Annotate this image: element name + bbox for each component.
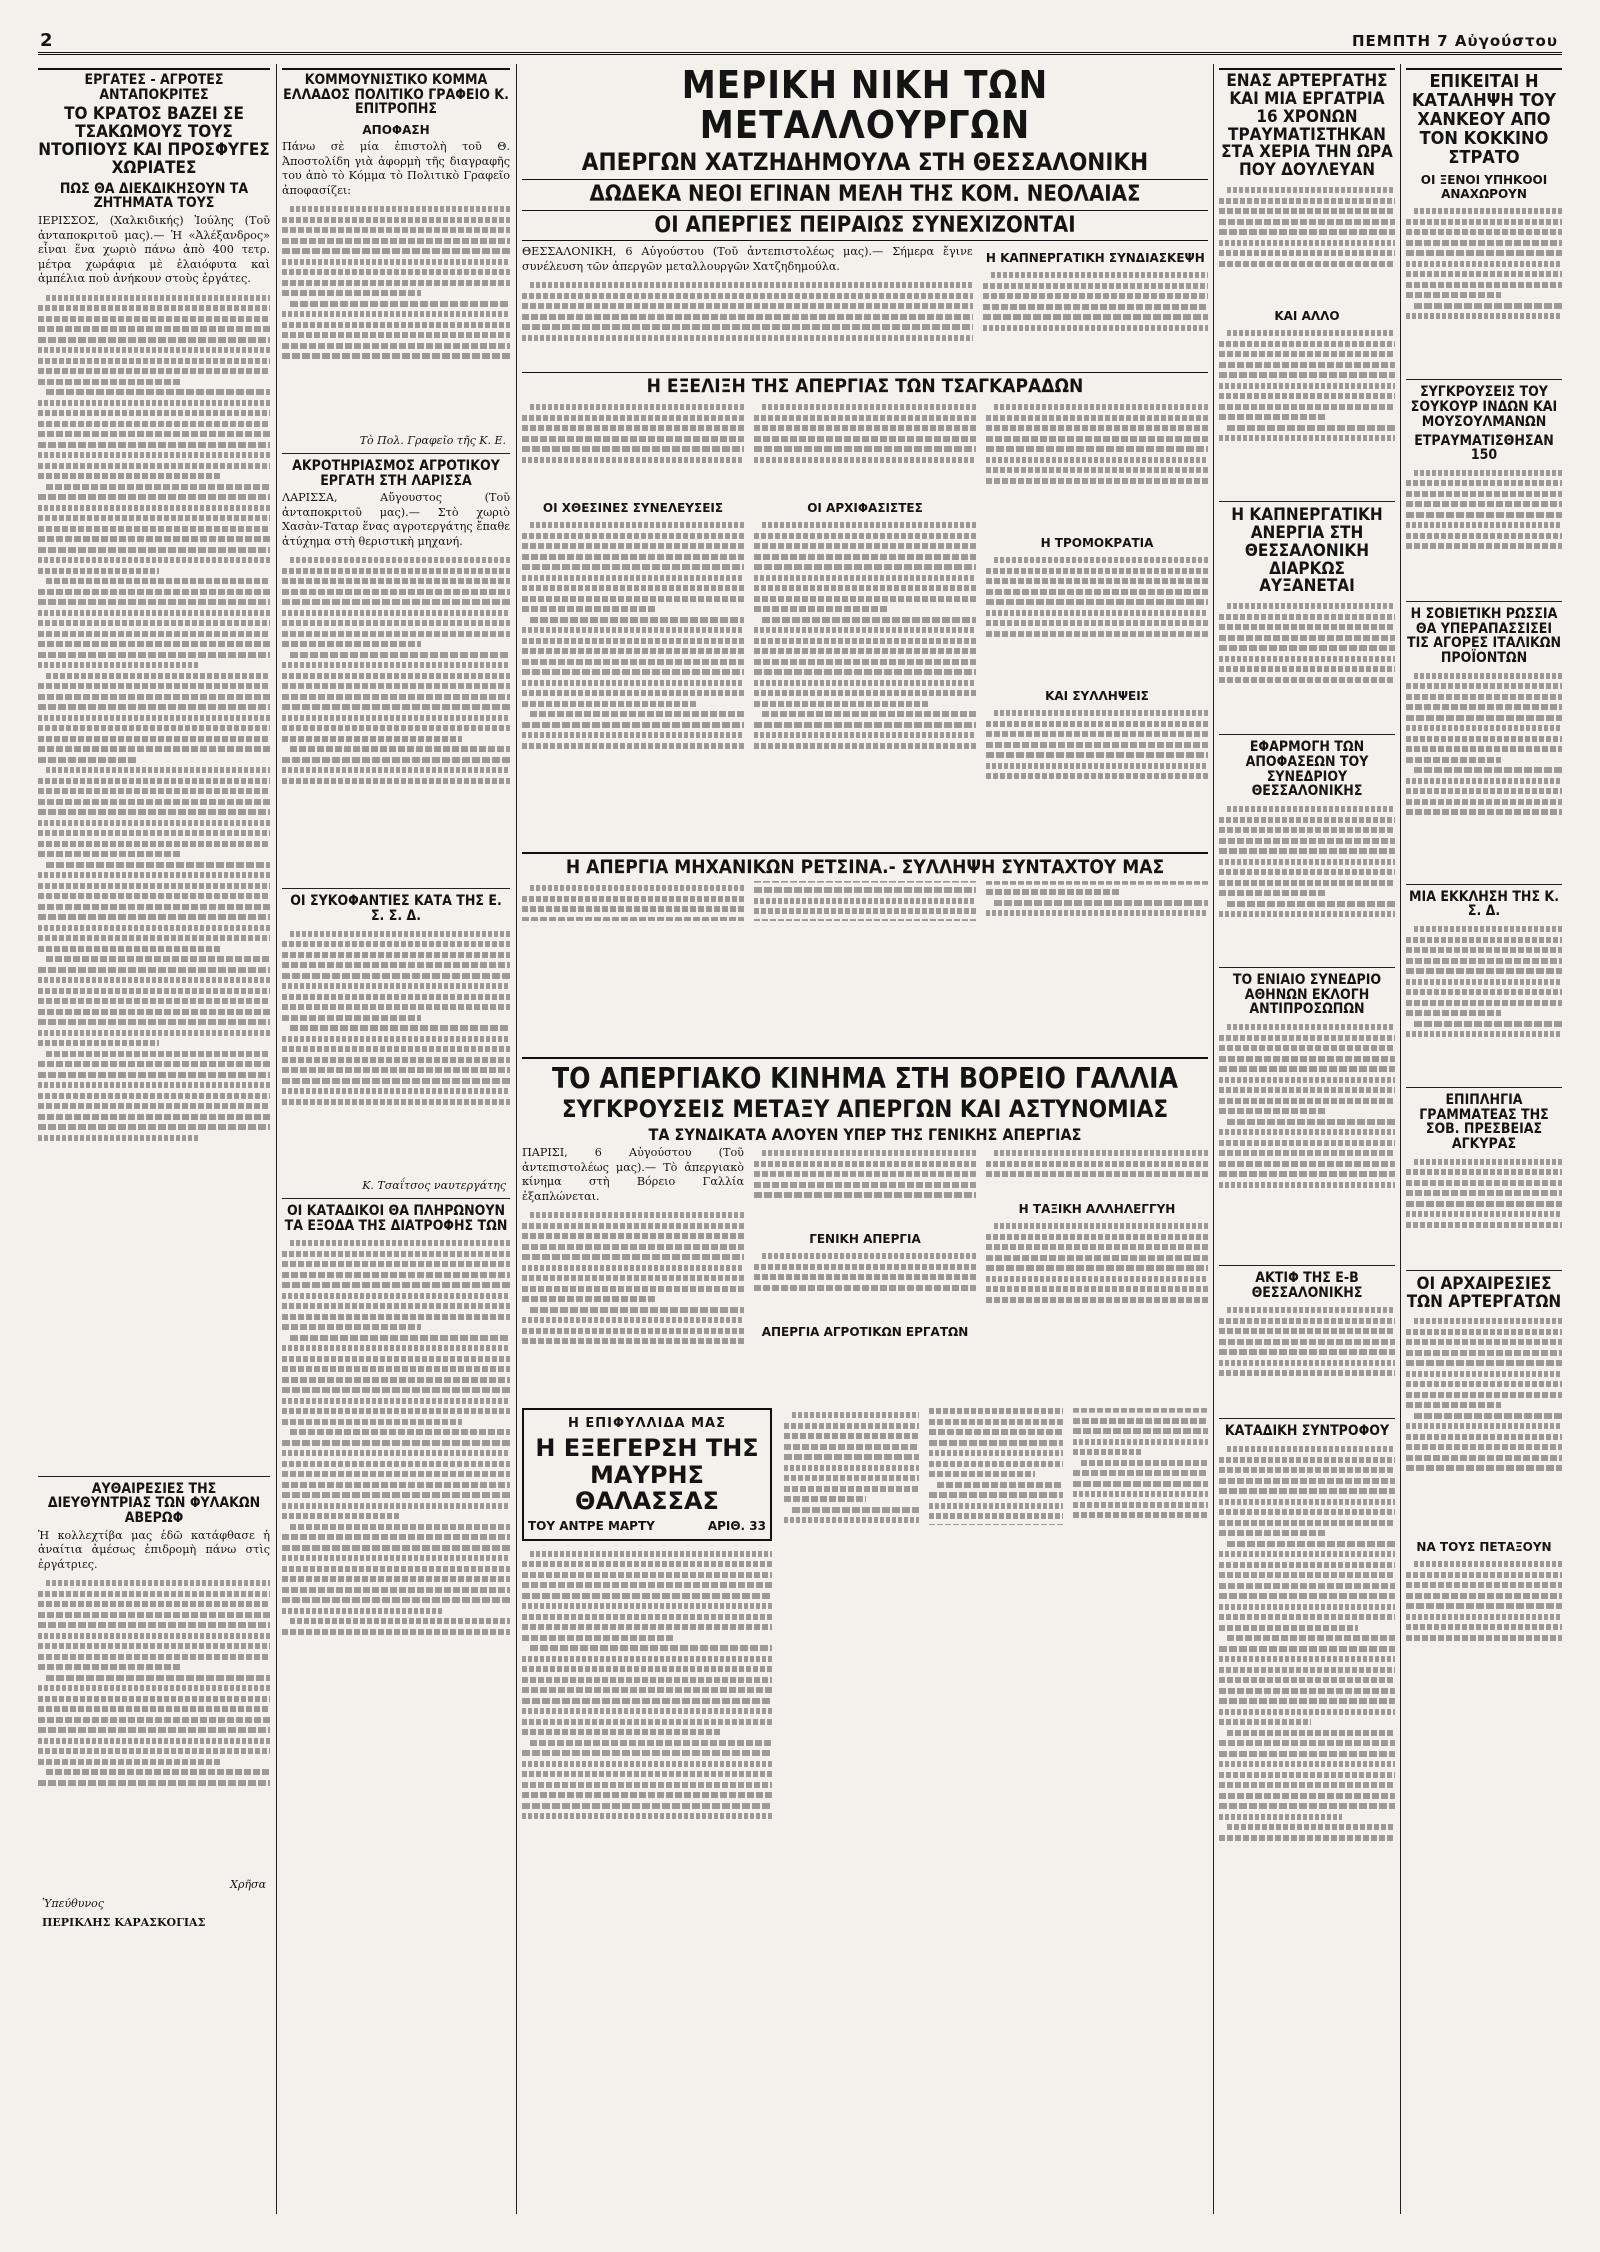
article-subhead: ΑΠΕΡΓΙΑ ΑΓΡΟΤΙΚΩΝ ΕΡΓΑΤΩΝ — [761, 1325, 969, 1340]
article-body-text — [1219, 1303, 1395, 1413]
text-filler — [754, 1150, 976, 1198]
article-dateline: ΙΕΡΙΣΣΟΣ, (Χαλκιδικής) Ἰούλης (Τοῦ ἀνταποκριτοῦ μας).— Ἡ «Ἀλέξανδρος» εἶναι ἕνα χωριὸ πάνω ἀπὸ 400 τετρ. μέτρα χωράφια μὲ ἐλαιόφυτα καὶ ἀμπέλια ποὺ ἀνήκουν στοὺς ἐργάτες. — [38, 214, 270, 286]
side-column — [983, 245, 1208, 368]
divider — [1406, 1087, 1562, 1088]
article-headline: ΕΠΙΚΕΙΤΑΙ Η ΚΑΤΑΛΗΨΗ ΤΟΥ ΧΑΝΚΕΟΥ ΑΠΟ ΤΟΝ ΚΟΚΚΙΝΟ ΣΤΡΑΤΟ — [1406, 68, 1562, 167]
divider — [1219, 1418, 1395, 1419]
feuilleton-meta — [528, 1519, 766, 1533]
divider — [38, 1476, 270, 1477]
article-headline: ΕΝΑΣ ΑΡΤΕΡΓΑΤΗΣ ΚΑΙ ΜΙΑ ΕΡΓΑΤΡΙΑ 16 ΧΡΟΝΩΝ ΤΡΑΥΜΑΤΙΣΤΗΚΑΝ ΣΤΑ ΧΕΡΙΑ ΤΗΝ ΩΡΑ ΠΟΥ ΔΟΥΛΕΥΑΝ — [1219, 68, 1395, 180]
article-lead: ΠΑΡΙΣΙ, 6 Αὐγούστου (Τοῦ ἀντεπιστολέως μας).— Τὸ ἀπεργιακὸ κίνημα στὴ Βόρειο Γαλλία ἐξαπλώνεται. — [522, 1146, 744, 1203]
text-filler — [1406, 1318, 1562, 1471]
article-headline: ΑΚΡΟΤΗΡΙΑΣΜΟΣ ΑΓΡΟΤΙΚΟΥ ΕΡΓΑΤΗ ΣΤΗ ΛΑΡΙΣΣΑ — [292, 458, 500, 489]
article-subhead: ΟΙ ΞΕΝΟΙ ΥΠΗΚΟΟΙ ΑΝΑΧΩΡΟΥΝ — [1420, 173, 1548, 202]
france-row — [522, 1146, 1208, 1398]
article-headline: ΤΟ ΕΝΙΑΙΟ ΣΥΝΕΔΡΙΟ ΑΘΗΝΩΝ ΕΚΛΟΓΗ ΑΝΤΙΠΡΟΣΩΠΩΝ — [1232, 972, 1382, 1018]
date-line: ΠΕΜΠΤΗ 7 Αὐγούστου — [1351, 32, 1558, 50]
article-body-text — [1406, 669, 1562, 879]
article-body-text — [522, 518, 744, 848]
text-filler — [983, 272, 1208, 331]
article-headline: Η ΚΑΠΝΕΡΓΑΤΙΚΗ ΑΝΕΡΓΙΑ ΣΤΗ ΘΕΣΣΑΛΟΝΙΚΗ ΔΙΑΡΚΩΣ ΑΥΞΑΝΕΤΑΙ — [1231, 505, 1383, 597]
article-subhead: ΟΙ ΧΘΕΣΙΝΕΣ ΣΥΝΕΛΕΥΣΕΙΣ — [542, 501, 724, 516]
masthead — [38, 30, 1562, 55]
text-filler — [282, 206, 510, 359]
article-body-text — [754, 518, 976, 848]
article-subhead: Η ΤΡΟΜΟΚΡΑΤΙΑ — [1040, 536, 1154, 551]
article-headline: ΣΥΓΚΡΟΥΣΕΙΣ ΤΟΥ ΣΟΥΚΟΥΡ ΙΝΔΩΝ ΚΑΙ ΜΟΥΣΟΥΛΜΑΝΩΝ — [1410, 384, 1558, 430]
main-subhead: ΑΠΕΡΓΩΝ ΧΑΤΖΗΔΗΜΟΥΛΑ ΣΤΗ ΘΕΣΣΑΛΟΝΙΚΗ — [581, 147, 1149, 176]
newspaper-page — [38, 30, 1562, 2222]
feuilleton-title: Η ΕΞΕΓΕΡΣΗ ΤΗΣ ΜΑΥΡΗΣ ΘΑΛΑΣΣΑΣ — [535, 1434, 759, 1516]
feuilleton-column — [522, 1408, 772, 1936]
responsible-name: ΠΕΡΙΚΛΗΣ ΚΑΡΑΣΚΟΓΙΑΣ — [42, 1916, 206, 1930]
section-kicker: ΚΟΜΜΟΥΝΙΣΤΙΚΟ ΚΟΜΜΑ ΕΛΛΑΔΟΣ ΠΟΛΙΤΙΚΟ ΓΡΑΦΕΙΟ Κ. ΕΠΙΤΡΟΠΗΣ — [282, 68, 510, 117]
column-rule — [276, 64, 277, 2214]
article-body-text — [983, 268, 1208, 358]
text-filler — [1219, 187, 1395, 267]
article-subhead: ΟΙ ΑΡΧΙΦΑΣΙΣΤΕΣ — [807, 501, 923, 516]
text-filler — [522, 1212, 744, 1344]
text-filler — [754, 522, 976, 749]
article-body-text — [1406, 1314, 1562, 1534]
text-filler — [522, 522, 744, 749]
article-body-text — [282, 1236, 510, 1796]
article-body-text — [1219, 599, 1395, 729]
feuilleton-number: ΑΡΙΘ. 33 — [707, 1518, 766, 1533]
article-subhead: ΠΩΣ ΘΑ ΔΙΕΚΔΙΚΗΣΟΥΝ ΤΑ ΖΗΤΗΜΑΤΑ ΤΟΥΣ — [59, 180, 249, 212]
decision-label: ΑΠΟΦΑΣΗ — [362, 123, 430, 138]
divider — [282, 888, 510, 889]
main-section — [522, 64, 1208, 2214]
article-body-text — [282, 553, 510, 883]
article-headline: ΟΙ ΚΑΤΑΔΙΚΟΙ ΘΑ ΠΛΗΡΩΝΟΥΝ ΤΑ ΕΞΟΔΑ ΤΗΣ ΔΙΑΤΡΟΦΗΣ ΤΩΝ — [284, 1202, 508, 1234]
text-filler — [282, 931, 510, 1105]
article-body-text — [986, 706, 1208, 816]
article-headline: ΤΟ ΚΡΑΤΟΣ ΒΑΖΕΙ ΣΕ ΤΣΑΚΩΜΟΥΣ ΤΟΥΣ ΝΤΟΠΙΟΥΣ ΚΑΙ ΠΡΟΣΦΥΓΕΣ ΧΩΡΙΑΤΕΣ — [38, 104, 270, 178]
text-filler — [1219, 1446, 1395, 1841]
text-filler — [986, 1150, 1208, 1177]
article-subhead: ΚΑΙ ΑΛΛΟ — [1274, 309, 1340, 324]
column-1 — [38, 64, 270, 2214]
article-lead: ΛΑΡΙΣΣΑ, Αὔγουστος (Τοῦ ἀνταποκριτοῦ μας).— Στὸ χωριὸ Χασὰν-Ταταρ ἕνας αγροτεργάτης ἔπαθε ἀτύχημα στὴ θεριστικὴ μηχανή. — [282, 491, 510, 548]
article-body-text — [1219, 1442, 1395, 2002]
divider — [1406, 379, 1562, 380]
article-body-text — [1406, 922, 1562, 1082]
article-subhead: ΣΥΓΚΡΟΥΣΕΙΣ ΜΕΤΑΞΥ ΑΠΕΡΓΩΝ ΚΑΙ ΑΣΤΥΝΟΜΙΑΣ — [561, 1095, 1169, 1124]
feuilleton-row — [522, 1408, 1208, 1936]
text-filler — [1219, 806, 1395, 917]
text-filler — [986, 1223, 1208, 1303]
divider — [1406, 601, 1562, 602]
article-body-text — [986, 400, 1208, 530]
divider — [1406, 1270, 1562, 1271]
feuilleton-box — [522, 1408, 772, 1540]
article-headline: ΚΑΤΑΔΙΚΗ ΣΥΝΤΡΟΦΟΥ — [1224, 1423, 1390, 1440]
main-subhead-2: ΔΩΔΕΚΑ ΝΕΟΙ ΕΓΙΝΑΝ ΜΕΛΗ ΤΗΣ ΚΟΜ. ΝΕΟΛΑΙΑΣ — [522, 179, 1208, 206]
article-lead: Ἡ κολλεχτίβα μας ἐδῶ κατάφθασε ἡ ἀναίτια ἀμέσως ἐπιδρομὴ πάνω στὶς ἐργάτριες. — [38, 1528, 270, 1571]
main-headline: ΜΕΡΙΚΗ ΝΙΚΗ ΤΩΝ ΜΕΤΑΛΛΟΥΡΓΩΝ — [681, 64, 1049, 147]
text-filler — [754, 404, 976, 463]
divider — [1219, 967, 1395, 968]
article-body-text — [754, 400, 976, 495]
article-body-text — [1406, 204, 1562, 374]
article-body-text — [784, 1408, 1208, 1898]
divider — [1219, 501, 1395, 502]
article-subhead: ΤΑ ΣΥΝΔΙΚΑΤΑ ΑΛΟΥΕΝ ΥΠΕΡ ΤΗΣ ΓΕΝΙΚΗΣ ΑΠΕΡΓΙΑΣ — [648, 1124, 1082, 1144]
column-rule — [1213, 64, 1214, 2214]
article-body-text — [282, 927, 510, 1177]
text-filler — [986, 557, 1208, 637]
main-subhead-3: ΟΙ ΑΠΕΡΓΙΕΣ ΠΕΙΡΑΙΩΣ ΣΥΝΕΧΙΖΟΝΤΑΙ — [522, 210, 1208, 241]
article-headline: ΟΙ ΑΡΧΑΙΡΕΣΙΕΣ ΤΩΝ ΑΡΤΕΡΓΑΤΩΝ — [1406, 1273, 1562, 1312]
text-filler — [1406, 470, 1562, 550]
article-body-text — [522, 1547, 772, 1937]
text-filler — [522, 404, 744, 463]
text-filler — [1406, 1159, 1562, 1228]
text-filler — [282, 1240, 510, 1635]
article-body-text — [754, 1249, 976, 1319]
text-filler — [1406, 926, 1562, 1037]
article-body-text — [38, 1576, 270, 1876]
signature: Κ. Τσαΐτσος ναυτεργάτης — [362, 1178, 506, 1192]
text-filler — [986, 404, 1208, 484]
article-body-text — [986, 553, 1208, 683]
article-headline: Η ΕΞΕΛΙΞΗ ΤΗΣ ΑΠΕΡΓΙΑΣ ΤΩΝ ΤΣΑΓΚΑΡΑΔΩΝ — [522, 372, 1208, 397]
divider — [282, 1198, 510, 1199]
article-headline: ΑΚΤΙΦ ΤΗΣ Ε-Β ΘΕΣΣΑΛΟΝΙΚΗΣ — [1251, 1270, 1363, 1301]
responsible-label: Ὑπεύθυνος — [42, 1897, 104, 1911]
text-filler — [1406, 1561, 1562, 1641]
article-body-text — [522, 881, 1208, 1051]
article-body-text — [986, 1146, 1208, 1196]
text-filler — [1219, 603, 1395, 683]
article-subhead: ΕΤΡΑΥΜΑΤΙΣΘΗΣΑΝ 150 — [1414, 432, 1554, 464]
column-2 — [282, 64, 510, 2214]
article-headline: Η ΣΟΒΙΕΤΙΚΗ ΡΩΣΣΙΑ ΘΑ ΥΠΕΡΑΠΑΣΣΙΣΕΙ ΤΙΣ ΑΓΟΡΕΣ ΙΤΑΛΙΚΩΝ ΠΡΟΪΟΝΤΩΝ — [1406, 605, 1562, 666]
article-headline: ΑΥΘΑΙΡΕΣΙΕΣ ΤΗΣ ΔΙΕΥΘΥΝΤΡΙΑΣ ΤΩΝ ΦΥΛΑΚΩΝ ΑΒΕΡΩΦ — [47, 1480, 261, 1526]
article-body-text — [522, 1208, 744, 1398]
text-column — [754, 400, 976, 848]
feuilleton-label: Η ΕΠΙΦΥΛΛΙΔΑ ΜΑΣ — [568, 1416, 726, 1432]
column-6 — [1406, 64, 1562, 2214]
article-body-text — [1406, 466, 1562, 596]
text-column — [522, 400, 744, 848]
signature: Τὸ Πολ. Γραφεῖο τῆς Κ. Ε. — [359, 434, 506, 448]
article-headline: ΕΠΙΠΛΗΓΙΑ ΓΡΑΜΜΑΤΕΑΣ ΤΗΣ ΣΟΒ. ΠΡΕΣΒΕΙΑΣ ΑΓΚΥΡΑΣ — [1419, 1092, 1549, 1153]
article-subhead: ΓΕΝΙΚΗ ΑΠΕΡΓΙΑ — [809, 1232, 921, 1247]
text-filler — [754, 1253, 976, 1291]
article-body-text — [282, 202, 510, 432]
text-filler — [282, 557, 510, 784]
text-filler — [1219, 330, 1395, 441]
article-body-text — [986, 1219, 1208, 1339]
text-filler — [784, 1408, 1208, 1525]
main-lead-row — [522, 245, 1208, 368]
text-filler — [1219, 1307, 1395, 1376]
article-subhead: ΝΑ ΤΟΥΣ ΠΕΤΑΞΟΥΝ — [1416, 1540, 1552, 1555]
divider — [1219, 1265, 1395, 1266]
article-body-text — [522, 278, 973, 368]
signoff: Χρῆσα — [230, 1878, 266, 1892]
text-filler — [1406, 673, 1562, 816]
text-filler — [38, 295, 270, 1141]
section-kicker: ΕΡΓΑΤΕΣ - ΑΓΡΟΤΕΣ ΑΝΤΑΠΟΚΡΙΤΕΣ — [38, 68, 270, 102]
article-body-text — [38, 291, 270, 1471]
strike2-row — [522, 400, 1208, 848]
divider — [1406, 884, 1562, 885]
text-filler — [522, 1551, 772, 1820]
article-body-text — [1406, 1557, 1562, 1677]
article-headline: ΟΙ ΣΥΚΟΦΑΝΤΙΕΣ ΚΑΤΑ ΤΗΣ Ε. Σ. Σ. Δ. — [290, 893, 502, 925]
column-5 — [1219, 64, 1395, 2214]
article-body-text — [1219, 802, 1395, 962]
text-filler — [38, 1580, 270, 1786]
text-filler — [522, 881, 1208, 921]
lead-column — [522, 245, 973, 368]
article-body-text — [1219, 326, 1395, 496]
article-subhead: ΚΑΙ ΣΥΛΛΗΨΕΙΣ — [1045, 689, 1149, 704]
divider — [282, 453, 510, 454]
text-column — [754, 1146, 976, 1398]
article-body-text — [754, 1146, 976, 1226]
article-lead: ΘΕΣΣΑΛΟΝΙΚΗ, 6 Αὐγούστου (Τοῦ ἀντεπιστολέως μας).— Σήμερα ἔγινε συνέλευση τῶν ἀπεργῶν μεταλλουργῶν Χατζηδημούλα. — [522, 245, 973, 273]
article-body-text — [1219, 183, 1395, 303]
text-column — [522, 1146, 744, 1398]
text-filler — [986, 710, 1208, 779]
divider — [1219, 734, 1395, 735]
article-body-text — [1406, 1155, 1562, 1265]
feuilleton-author: ΤΟΥ ΑΝΤΡΕ ΜΑΡΤΥ — [528, 1518, 655, 1533]
column-rule — [1400, 64, 1401, 2214]
text-column — [784, 1408, 1208, 1936]
article-body-text — [522, 400, 744, 495]
text-filler — [1219, 1024, 1395, 1188]
page-number: 2 — [40, 30, 53, 51]
article-subhead: Η ΤΑΞΙΚΗ ΑΛΛΗΛΕΓΓΥΗ — [1018, 1202, 1176, 1217]
article-body-text — [1219, 1020, 1395, 1260]
text-filler — [1406, 208, 1562, 319]
column-rule — [516, 64, 517, 2214]
article-headline: ΤΟ ΑΠΕΡΓΙΑΚΟ ΚΙΝΗΜΑ ΣΤΗ ΒΟΡΕΙΟ ΓΑΛΛΙΑ — [522, 1057, 1208, 1093]
text-filler — [522, 282, 973, 341]
article-headline: ΜΙΑ ΕΚΚΛΗΣΗ ΤΗΣ Κ. Σ. Δ. — [1409, 888, 1559, 920]
text-column — [986, 1146, 1208, 1398]
article-headline: Η ΑΠΕΡΓΙΑ ΜΗΧΑΝΙΚΩΝ ΡΕΤΣΙΝΑ.- ΣΥΛΛΗΨΗ ΣΥΝΤΑΧΤΟΥ ΜΑΣ — [522, 852, 1208, 878]
article-lead: Πάνω σὲ μία ἐπιστολὴ τοῦ Θ. Ἀποστολίδη γιὰ ἀφορμὴ τῆς διαγραφῆς του ἀπὸ τὸ Κόμμα τὸ Πολιτικὸ Γραφεῖο ἀποφασίζει: — [282, 140, 510, 197]
article-headline: ΕΦΑΡΜΟΓΗ ΤΩΝ ΑΠΟΦΑΣΕΩΝ ΤΟΥ ΣΥΝΕΔΡΙΟΥ ΘΕΣΣΑΛΟΝΙΚΗΣ — [1245, 739, 1369, 800]
article-subhead: Η ΚΑΠΝΕΡΓΑΤΙΚΗ ΣΥΝΔΙΑΣΚΕΨΗ — [985, 251, 1205, 266]
text-column — [986, 400, 1208, 848]
